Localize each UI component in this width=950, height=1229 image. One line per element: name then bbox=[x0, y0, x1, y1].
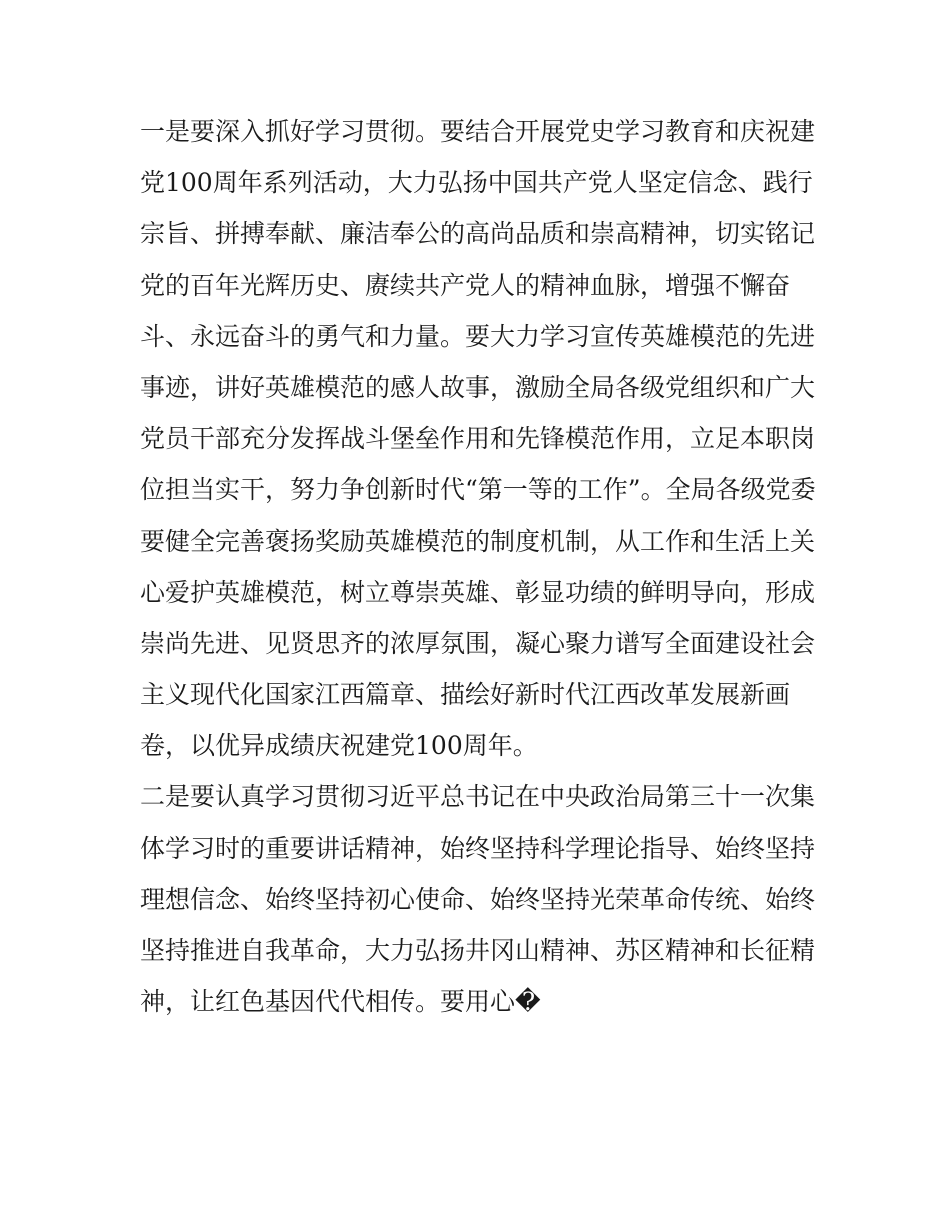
text-line: 崇尚先进、见贤思齐的浓厚氛围，凝心聚力谱写全面建设社会 bbox=[140, 628, 816, 658]
text-line: 事迹，讲好英雄模范的感人故事，激励全局各级党组织和广大 bbox=[140, 372, 816, 402]
text-line: 主义现代化国家江西篇章、描绘好新时代江西改革发展新画 bbox=[140, 680, 791, 710]
text-line: 党的百年光辉历史、赓续共产党人的精神血脉，增强不懈奋 bbox=[140, 270, 791, 300]
text-line: 坚持推进自我革命，大力弘扬井冈山精神、苏区精神和长征精 bbox=[140, 936, 816, 965]
text-line: 位担当实干，努力争创新时代“第一等的工作”。全局各级党委 bbox=[140, 475, 816, 505]
paragraph-1 bbox=[140, 106, 820, 771]
text-line: 党100周年系列活动，大力弘扬中国共产党人坚定信念、践行 bbox=[140, 168, 813, 198]
text-line: 要健全完善褒扬奖励英雄模范的制度机制，从工作和生活上关 bbox=[140, 526, 816, 556]
text-line: 宗旨、拼搏奉献、廉洁奉公的高尚品质和崇高精神，切实铭记 bbox=[140, 219, 816, 249]
text-line: 理想信念、始终坚持初心使命、始终坚持光荣革命传统、始终 bbox=[140, 884, 816, 914]
text-line: 党员干部充分发挥战斗堡垒作用和先锋模范作用，立足本职岗 bbox=[140, 424, 816, 454]
text-line: 心爱护英雄模范，树立尊崇英雄、彰显功绩的鲜明导向，形成 bbox=[140, 577, 816, 607]
text-line: 一是要深入抓好学习贯彻。要结合开展党史学习教育和庆祝建 bbox=[140, 117, 816, 146]
text-line: 卷，以优异成绩庆祝建党100周年。 bbox=[140, 731, 538, 761]
text-line: 斗、永远奋斗的勇气和力量。要大力学习宣传英雄模范的先进 bbox=[140, 321, 816, 351]
text-line: 二是要认真学习贯彻习近平总书记在中央政治局第三十一次集 bbox=[140, 782, 816, 812]
text-line: 神，让红色基因代代相传。要用心� bbox=[140, 987, 541, 1017]
paragraph-2 bbox=[140, 771, 820, 1027]
document-body bbox=[140, 106, 820, 1027]
text-line: 体学习时的重要讲话精神，始终坚持科学理论指导、始终坚持 bbox=[140, 833, 816, 863]
